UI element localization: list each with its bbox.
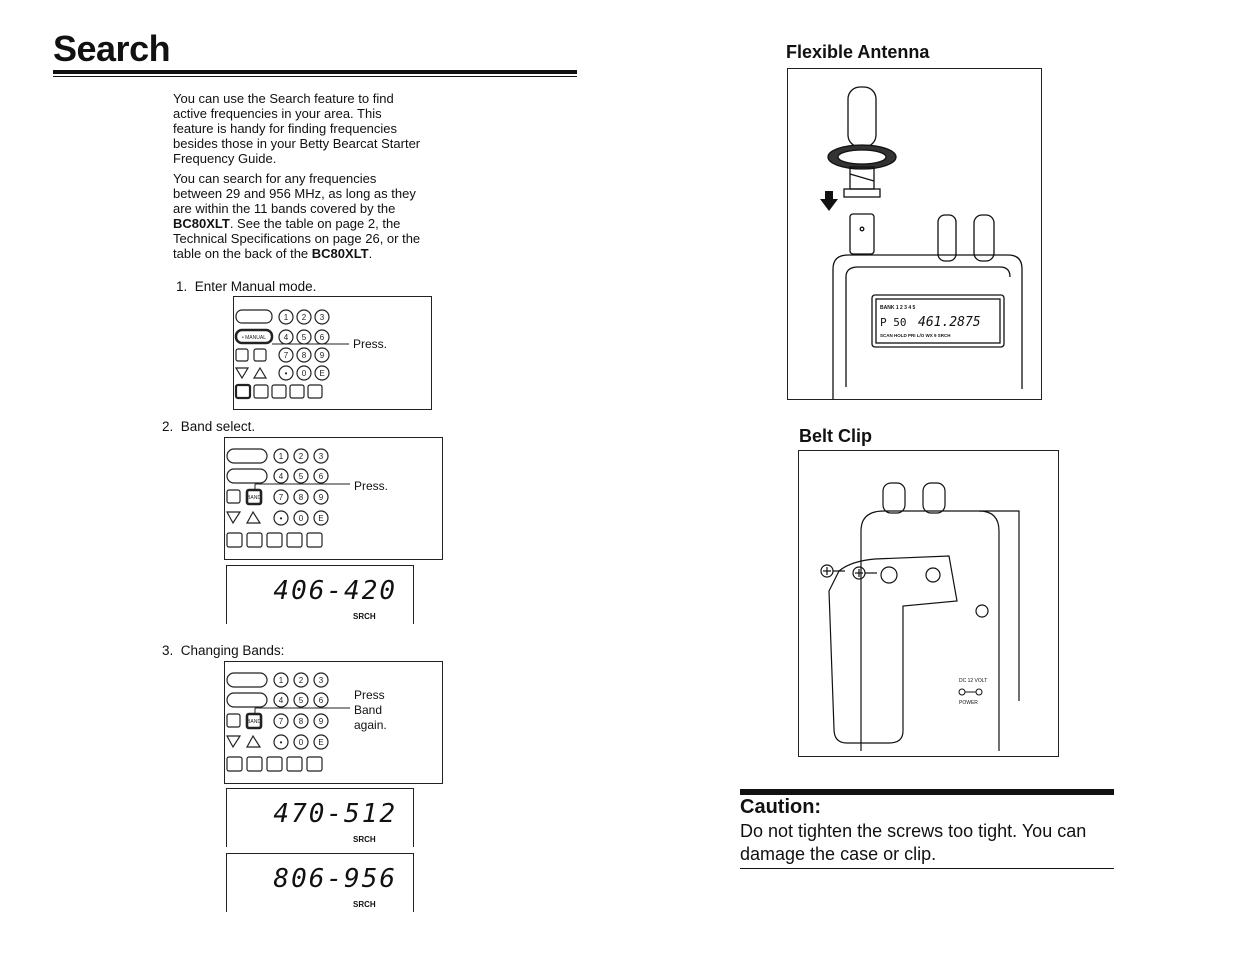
step-text: Changing Bands: [180,643,285,658]
svg-text:9: 9 [318,493,324,502]
press-line-3: again. [354,718,387,732]
press-band-again-label [354,688,387,733]
svg-text:5: 5 [301,333,307,342]
svg-text:E: E [318,738,324,747]
display-1 [226,565,414,624]
svg-text:0: 0 [298,514,304,523]
svg-text:0: 0 [301,369,307,378]
svg-text:4: 4 [278,696,284,705]
belt-clip-heading: Belt Clip [799,426,873,446]
svg-text:0: 0 [298,738,304,747]
svg-text:3: 3 [318,452,324,461]
press-label: Press. [354,479,389,493]
svg-text:9: 9 [318,717,324,726]
srch-indicator: SRCH [353,835,376,844]
range-text-a: You can search for any frequencies between 29 and 956 MHz, as long as they are within the 11 bands covered by the [173,171,416,216]
svg-text:• MANUAL: • MANUAL [242,335,266,341]
svg-text:2: 2 [298,452,304,461]
svg-text:E: E [319,369,325,378]
lcd-bank-row: BANK 1 2 3 4 5 [880,305,916,311]
screw-icon [821,565,845,577]
caution-text: Do not tighten the screws too tight. You can damage the case or clip. [740,821,1087,864]
display-2 [226,788,414,847]
keypad-figure-2 [224,437,443,560]
svg-text:5: 5 [298,472,304,481]
caution-title: Caution: [740,796,822,818]
range-text-b: . See the table on page 2, the Technical Specifications on page 26, or the table on the back of the [173,216,421,261]
svg-text:6: 6 [318,696,324,705]
step-3 [162,643,284,658]
lcd-status-row: SCAN HOLD PRI L/O WX 9 SRCH [880,333,951,338]
svg-text:1: 1 [278,676,284,685]
antenna-heading: Flexible Antenna [786,42,930,62]
svg-text:3: 3 [318,676,324,685]
keypad-illustration [225,438,442,559]
caution-bottom-rule [740,868,1114,869]
step-text: Enter Manual mode. [194,279,317,294]
range-paragraph [173,171,427,261]
svg-text:6: 6 [318,472,324,481]
keypad-figure-3 [224,661,443,784]
frequency-range: 806-956 [273,864,397,894]
srch-indicator: SRCH [353,900,376,909]
srch-indicator: SRCH [353,612,376,621]
svg-text:8: 8 [298,493,304,502]
svg-text:9: 9 [319,351,325,360]
power-label: POWER [959,700,978,706]
caution-rule [740,789,1114,795]
svg-text:BAND: BAND [247,495,261,501]
frequency-range: 470-512 [273,799,397,829]
step-number: 1. [176,279,188,294]
arrow-down-icon [820,191,838,211]
press-line-1: Press [354,688,385,702]
svg-text:•: • [284,369,288,378]
keypad-figure-1 [233,296,432,410]
page-title: Search [53,28,171,69]
svg-text:•: • [279,514,283,523]
keypad-illustration [225,662,442,783]
model-name-2: BC80XLT [311,246,369,261]
frequency-range: 406-420 [273,576,397,606]
screw-icon [853,567,877,579]
svg-text:•: • [279,738,283,747]
svg-text:8: 8 [301,351,307,360]
svg-text:1: 1 [278,452,284,461]
press-label: Press. [353,337,388,351]
antenna-figure [787,68,1042,400]
step-2 [162,419,255,434]
svg-text:4: 4 [278,472,284,481]
svg-text:6: 6 [319,333,325,342]
svg-text:1: 1 [283,313,289,322]
polarity-icon [959,689,982,695]
press-line-2: Band [354,703,383,717]
svg-text:3: 3 [319,313,325,322]
svg-text:7: 7 [278,717,284,726]
svg-text:BAND: BAND [247,719,261,725]
display-3 [226,853,414,912]
svg-text:7: 7 [283,351,289,360]
svg-text:4: 4 [283,333,289,342]
lcd-frequency: 461.2875 [918,315,981,330]
step-number: 2. [162,419,174,434]
svg-text:7: 7 [278,493,284,502]
step-text: Band select. [180,419,256,434]
range-text-c: . [368,246,373,261]
title-rule-thin [53,76,577,77]
belt-clip-illustration [799,451,1058,756]
antenna-illustration [788,69,1041,399]
step-1 [176,279,316,294]
model-name: BC80XLT [173,216,230,231]
title-rule [53,70,577,74]
svg-text:2: 2 [301,313,307,322]
svg-text:2: 2 [298,676,304,685]
dc-label: DC 12 VOLT [959,678,988,684]
svg-text:8: 8 [298,717,304,726]
svg-text:E: E [318,514,324,523]
belt-clip-figure [798,450,1059,757]
svg-text:5: 5 [298,696,304,705]
keypad-illustration [234,297,431,409]
step-number: 3. [162,643,174,658]
lcd-channel: P 50 [880,316,907,329]
intro-paragraph: You can use the Search feature to find active frequencies in your area. This feature is handy for finding frequencies besides those in your Betty Bearcat Starter Frequency Guide. [173,91,421,166]
